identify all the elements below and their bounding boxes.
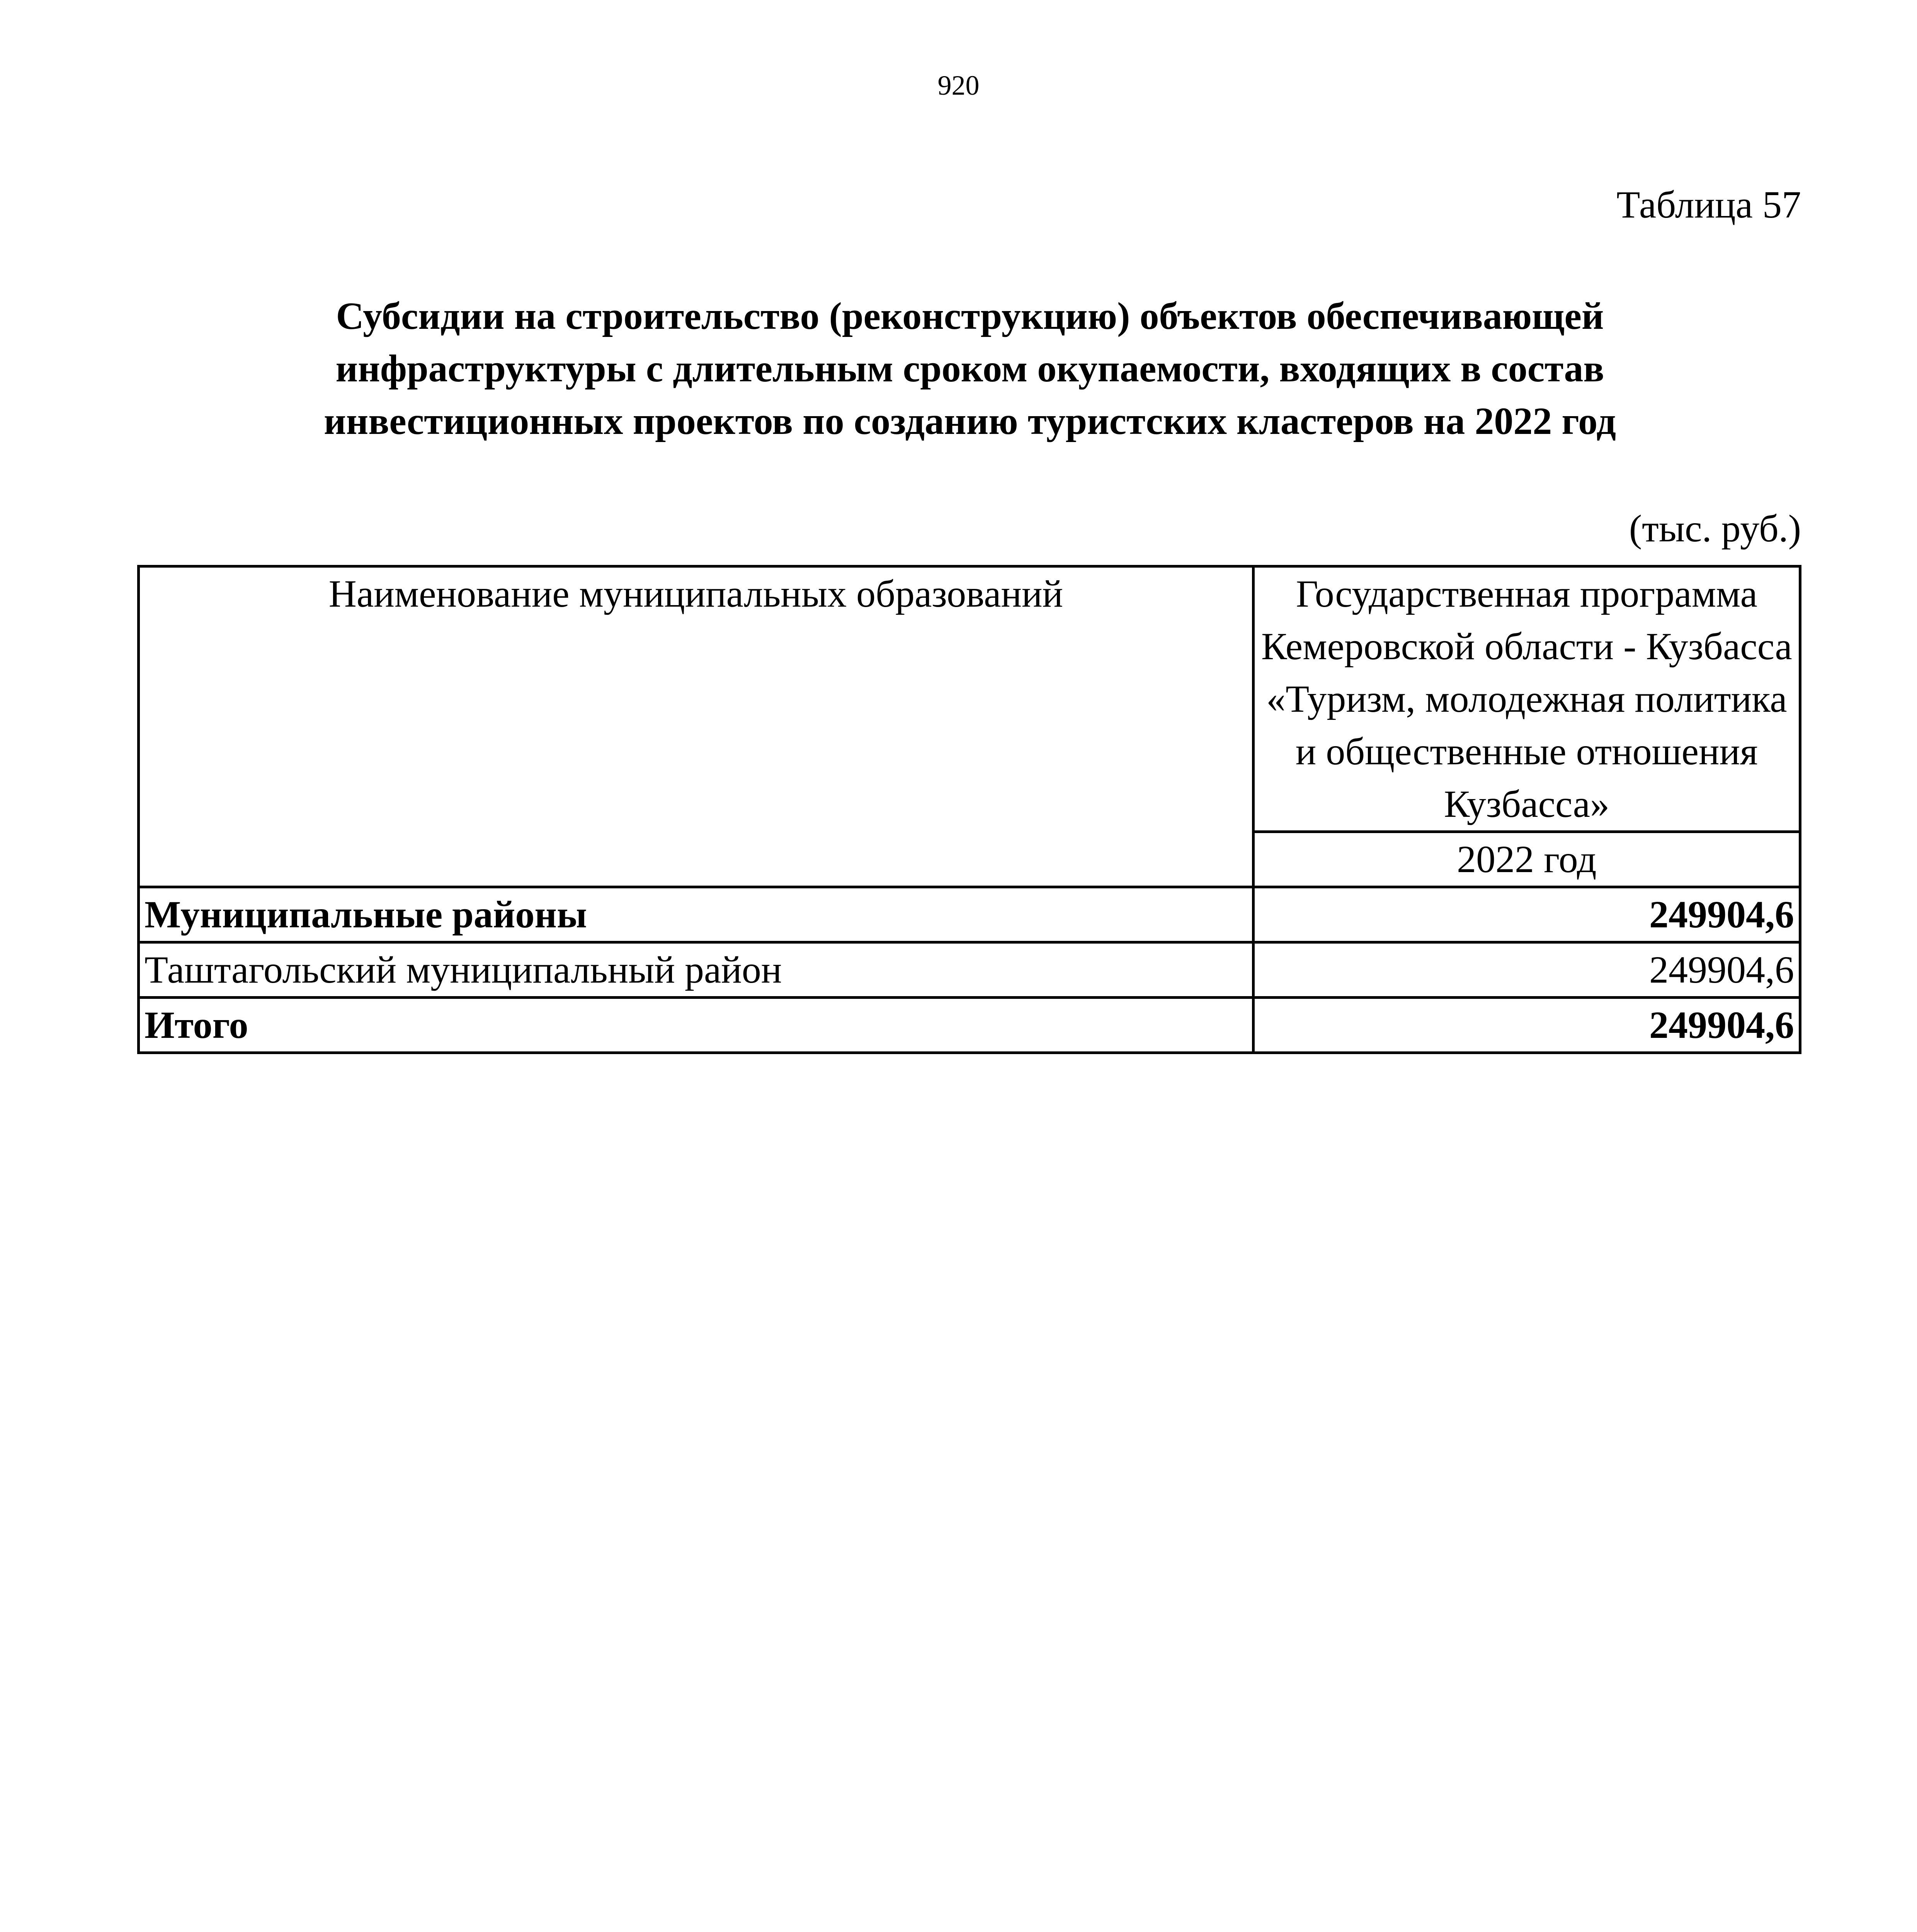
table-header-row [139,566,1800,832]
units-label: (тыс. руб.) [1629,507,1801,550]
row-value: 249904,6 [1253,887,1800,942]
table-label: Таблица 57 [1616,183,1801,226]
subsidies-table [137,565,1801,1054]
header-municipality-name: Наименование муниципальных образований [139,566,1254,887]
header-year: 2022 год [1253,832,1800,887]
row-name: Муниципальные районы [139,887,1254,942]
table-row [139,887,1800,942]
table-row-total [139,998,1800,1053]
header-program: Государственная программа Кемеровской области - Кузбасса «Туризм, молодежная политика и общественные отношения Кузбасса» [1253,566,1800,832]
total-value: 249904,6 [1253,998,1800,1053]
table-row [139,942,1800,998]
page-number: 920 [937,70,980,101]
row-value: 249904,6 [1253,942,1800,998]
row-name: Таштагольский муниципальный район [139,942,1254,998]
document-title: Субсидии на строительство (реконструкцию) объектов обеспечивающей инфраструктуры с длительным сроком окупаемости, входящих в состав инвестиционных проектов по созданию туристских кластеров на 2022 год [323,294,1616,442]
total-label: Итого [139,998,1254,1053]
